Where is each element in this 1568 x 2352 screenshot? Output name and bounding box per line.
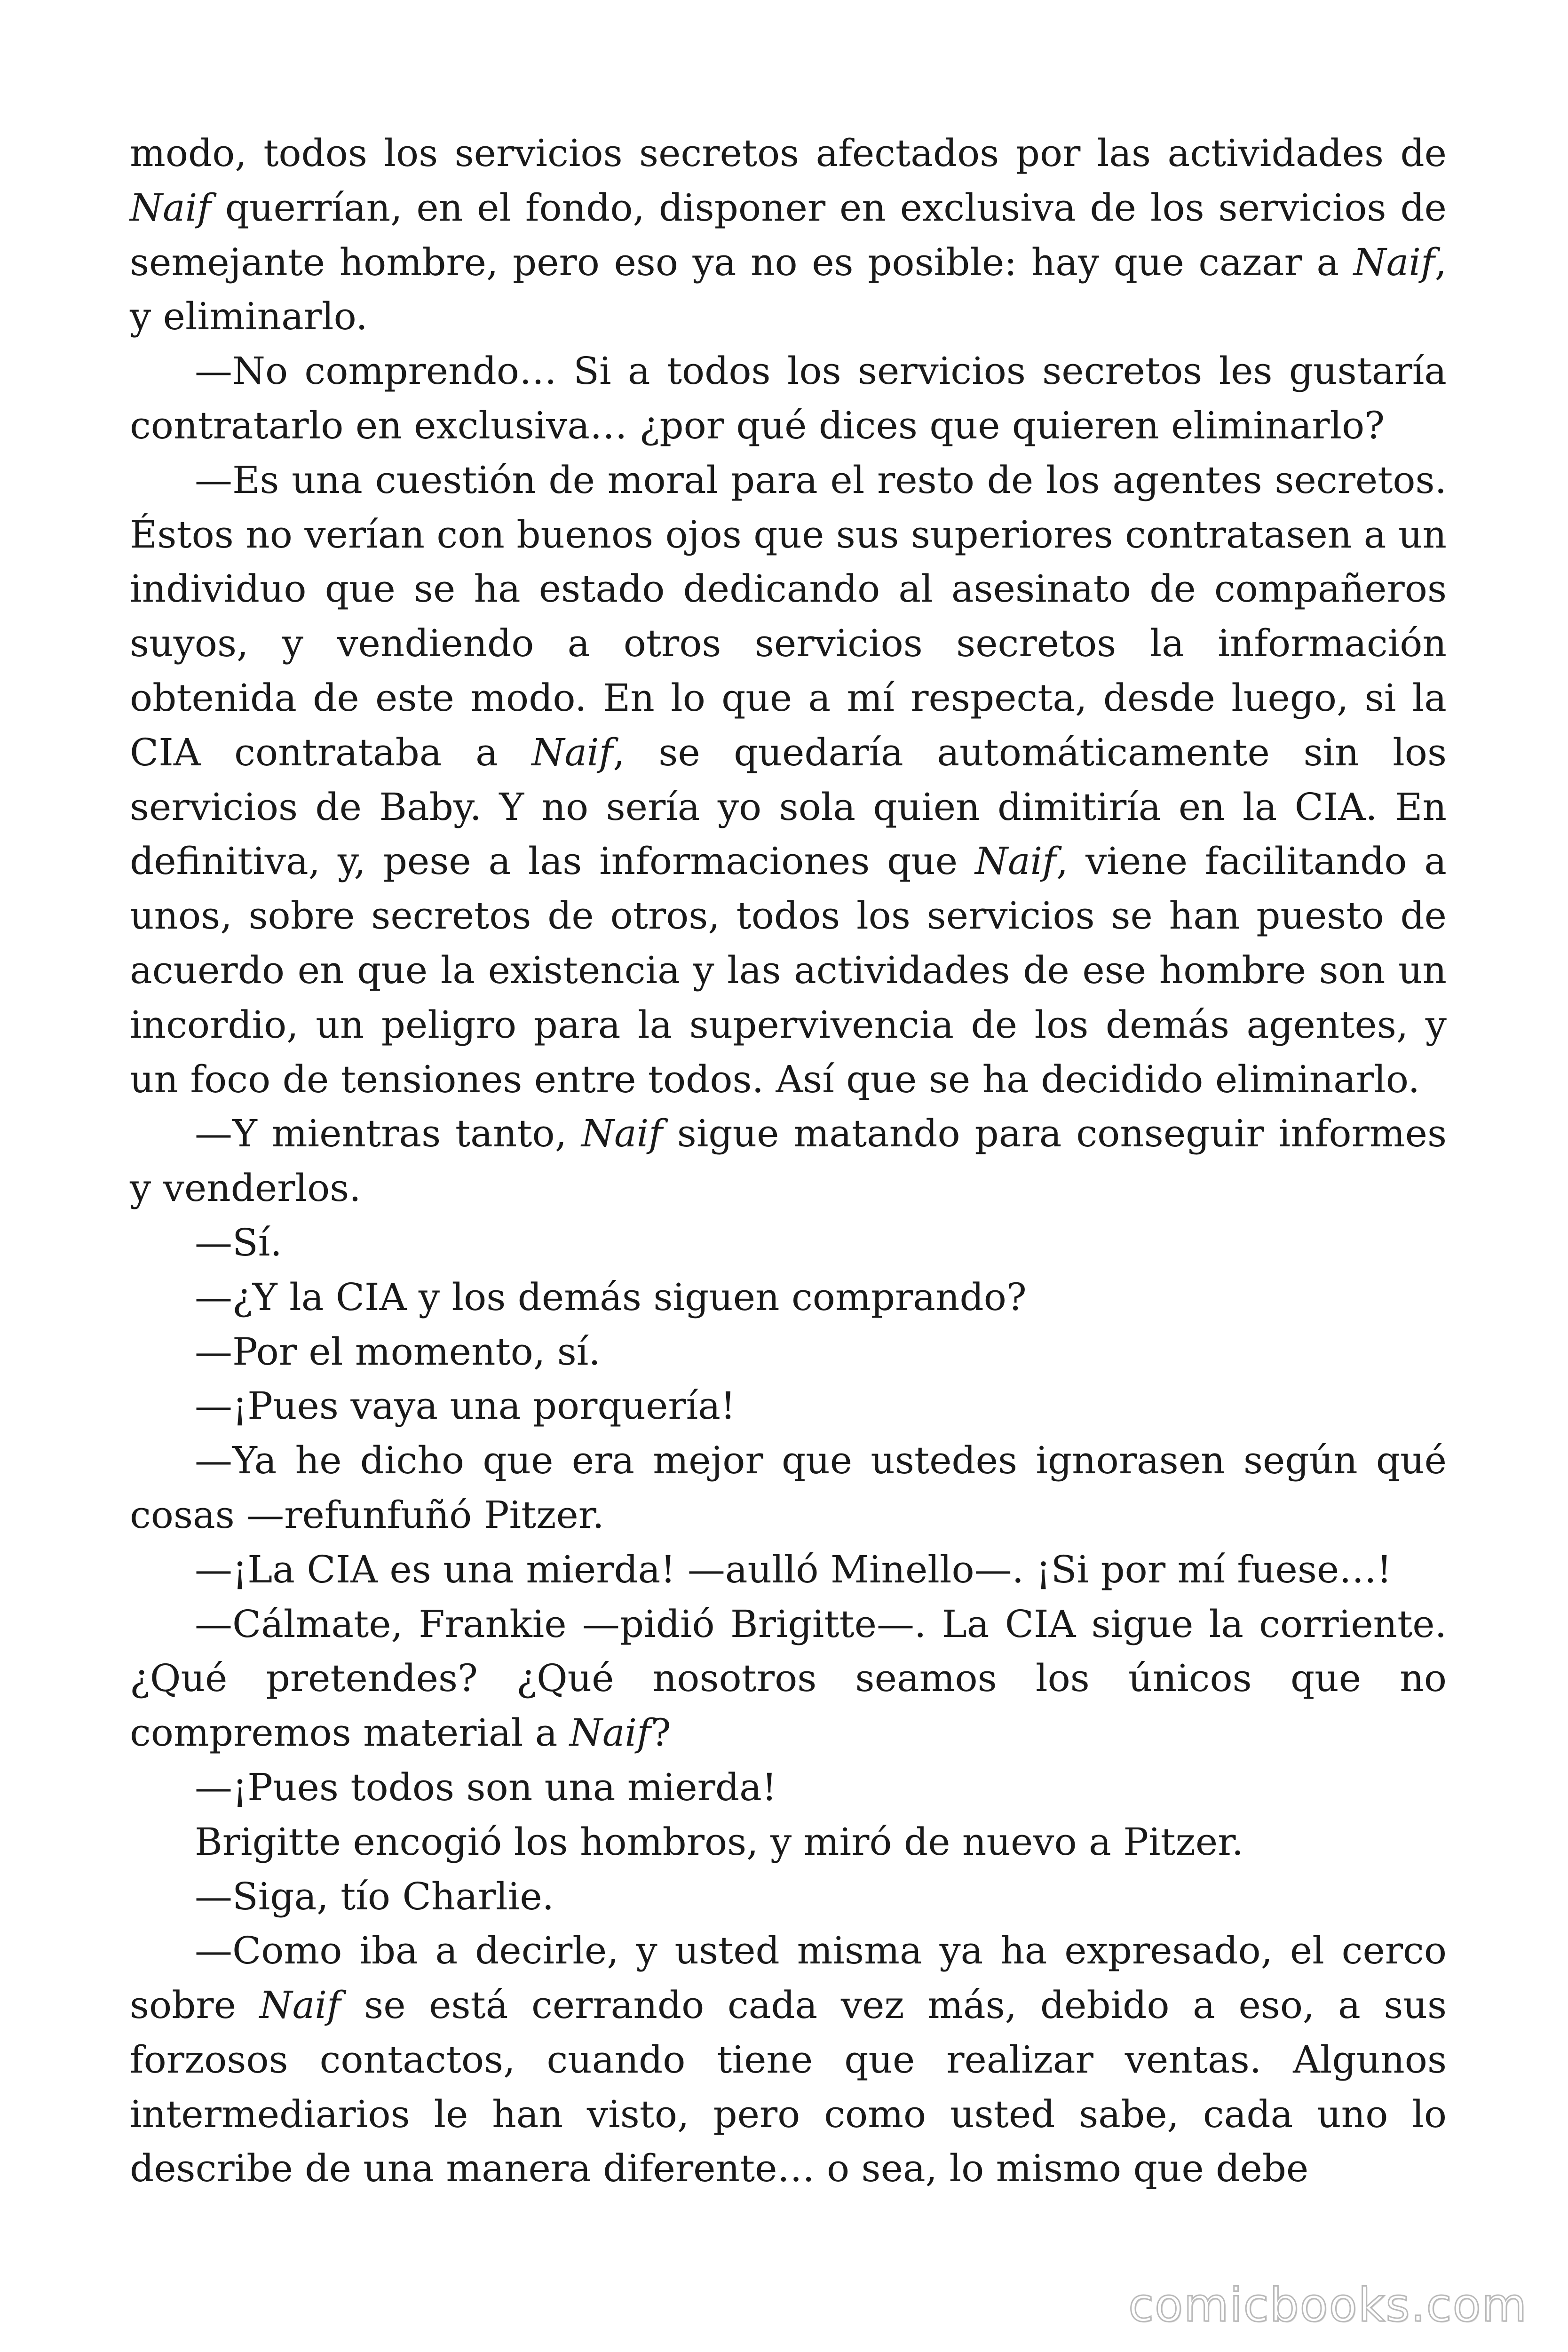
text-run: —Y mientras tanto, [195,1112,582,1156]
text-run: —Como iba a decirle, y usted misma ya ha expresado, el cerco sobre [130,1929,1447,2027]
text-run: querrían, en el fondo, disponer en exclusiva de los servicios de semejante hombre, pero eso ya no es posible: hay que cazar a [130,185,1447,284]
paragraph [130,1597,1447,1760]
text-run: —Sí. [195,1220,282,1264]
text-run: —Ya he dicho que era mejor que ustedes ignorasen según qué cosas —refunfuñó Pitzer. [130,1438,1447,1537]
italic-text: Naif [569,1711,651,1755]
italic-text: Naif [581,1112,663,1156]
text-run: modo, todos los servicios secretos afectados por las actividades de [130,131,1447,175]
text-run: —¡La CIA es una mierda! —aulló Minello—. ¡Si por mí fuese…! [195,1547,1392,1591]
paragraph [130,1325,1447,1379]
text-run: —¿Y la CIA y los demás siguen comprando? [195,1275,1027,1319]
text-run: , y eliminarlo. [130,240,1447,339]
italic-text: Naif [1353,240,1435,284]
book-page [130,126,1447,2196]
text-run: —No comprendo… Si a todos los servicios secretos les gustaría contratarlo en exclusiva… ¿por qué dices que quieren eliminarlo? [130,349,1447,447]
text-run: —Por el momento, sí. [195,1329,601,1374]
italic-text: Naif [259,1983,341,2027]
paragraph [130,1433,1447,1542]
paragraph [130,1542,1447,1597]
paragraph [130,1106,1447,1216]
text-run: —¡Pues todos son una mierda! [195,1765,777,1809]
watermark: comicbooks.com [1128,2279,1528,2332]
paragraph [130,1216,1447,1270]
paragraph [130,453,1447,1107]
text-run: —Es una cuestión de moral para el resto de los agentes secretos. Éstos no verían con buenos ojos que sus superiores contratasen a un individuo que se ha estado dedicando al asesinato de compañeros suyos, y vendiendo a otros servicios secretos la información obtenida de este modo. En lo que a mí respecta, desde luego, si la CIA contrataba a [130,458,1447,774]
italic-text: Naif [531,730,613,774]
text-run: , se quedaría automáticamente sin los servicios de Baby. Y no sería yo sola quien dimitiría en la CIA. En definitiva, y, pese a las informaciones que [130,730,1447,883]
text-run: —Cálmate, Frankie —pidió Brigitte—. La CIA sigue la corriente. ¿Qué pretendes? ¿Qué nosotros seamos los únicos que no compremos material a [130,1602,1447,1755]
text-run: Brigitte encogió los hombros, y miró de nuevo a Pitzer. [195,1820,1244,1864]
paragraph [130,1869,1447,1924]
paragraph [130,1760,1447,1815]
text-run: sigue matando para conseguir informes y venderlos. [130,1112,1447,1210]
text-run: se está cerrando cada vez más, debido a eso, a sus forzosos contactos, cuando tiene que realizar ventas. Algunos intermediarios le han visto, pero como usted sabe, cada uno lo describe de una manera diferente… o sea, lo mismo que debe [130,1983,1447,2191]
paragraph [130,1379,1447,1433]
italic-text: Naif [130,185,211,230]
text-run: —Siga, tío Charlie. [195,1874,554,1918]
text-run: —¡Pues vaya una porquería! [195,1384,736,1428]
paragraph [130,1923,1447,2196]
text-run: , viene facilitando a unos, sobre secretos de otros, todos los servicios se han puesto de acuerdo en que la existencia y las actividades de ese hombre son un incordio, un peligro para la supervivencia de los demás agentes, y un foco de tensiones entre todos. Así que se ha decidido eliminarlo. [130,839,1447,1101]
paragraph [130,126,1447,344]
paragraph [130,1270,1447,1325]
italic-text: Naif [974,839,1056,883]
text-run: ? [650,1711,671,1755]
paragraph [130,344,1447,453]
paragraph [130,1815,1447,1869]
